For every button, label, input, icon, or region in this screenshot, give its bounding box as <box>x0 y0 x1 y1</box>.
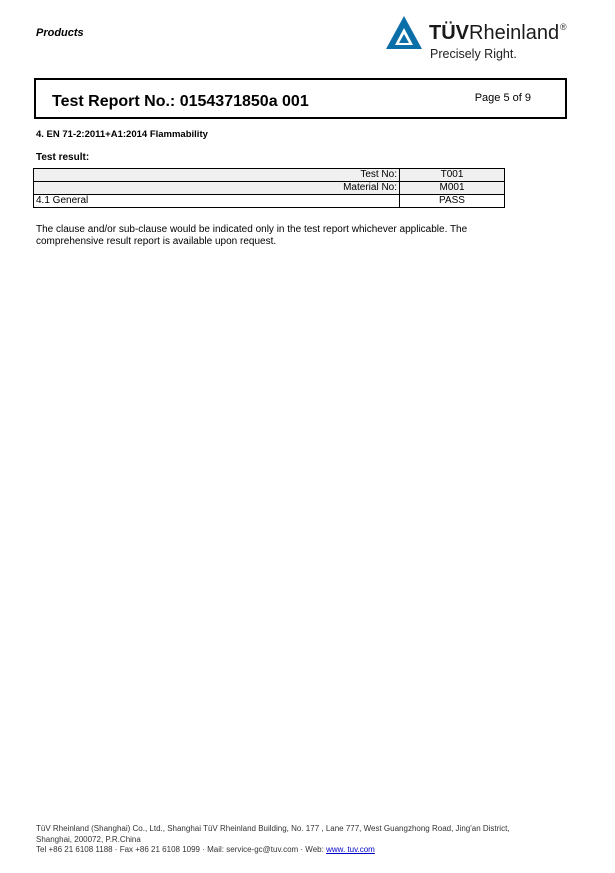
section-label: Products <box>36 27 84 39</box>
report-title: Test Report No.: 0154371850a 001 <box>52 93 309 110</box>
footer-city: Shanghai, 200072, P.R.China <box>36 834 141 844</box>
triangle-logo-icon <box>384 14 424 52</box>
web-link[interactable]: www. tuv.com <box>326 845 375 854</box>
tagline: Precisely Right. <box>430 47 517 61</box>
section-heading: 4. EN 71-2:2011+A1:2014 Flammability <box>36 129 208 140</box>
table-cell-value: PASS <box>400 195 505 208</box>
table-row <box>34 195 505 208</box>
footer-contact: Tel +86 21 6108 1188 · Fax +86 21 6108 1099 · Mail: service-gc@tuv.com · Web: www. tuv.com <box>36 845 375 854</box>
results-table <box>33 168 505 208</box>
note-text: The clause and/or sub-clause would be indicated only in the test report whichever applicable. The comprehensive result report is available upon request. <box>36 224 468 247</box>
footer-address: TüV Rheinland (Shanghai) Co., Ltd., Shanghai TüV Rheinland Building, No. 177 , Lane 777, West Guangzhong Road, Jing'an District, <box>36 824 510 833</box>
test-result-heading: Test result: <box>36 152 90 163</box>
footer <box>36 824 576 856</box>
tuv-rheinland-logo <box>384 14 574 66</box>
table-cell-label: Material No: <box>34 182 400 195</box>
table-cell-label: 4.1 General <box>34 195 400 208</box>
brand-name: TÜVRheinland <box>429 22 560 44</box>
page-number: Page 5 of 9 <box>474 92 531 104</box>
table-row <box>34 169 505 182</box>
report-title-box <box>34 78 567 119</box>
table-cell-label: Test No: <box>34 169 400 182</box>
table-cell-value: T001 <box>400 169 505 182</box>
registered-mark: ® <box>560 22 567 32</box>
table-cell-value: M001 <box>400 182 505 195</box>
table-row <box>34 182 505 195</box>
